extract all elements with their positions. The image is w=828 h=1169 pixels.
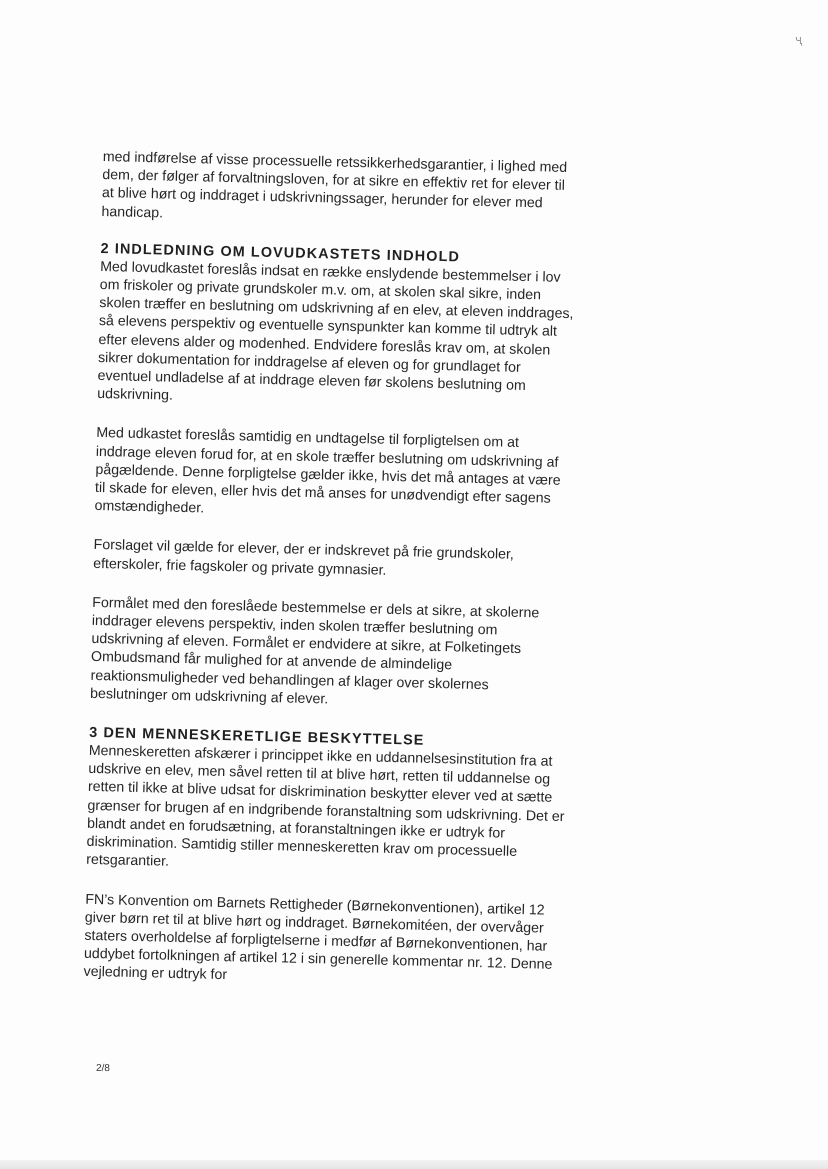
section-3-paragraph-1: Menneskeretten afskærer i princippet ikke en uddannelsesinstitution fra at udskrive en elev, men såvel retten til at blive hørt, retten til uddannelse og retten til ikke at blive udsat for diskrimination beskytter elever ved at sætte grænser for brugen af en indgribende foranstaltning som udskrivning. Det er blandt andet en forudsætning, at foranstaltningen ikke er udtryk for diskrimination. Samtidig stiller menneskeretten krav om processuelle retsgarantier. (86, 742, 565, 871)
section-2-heading: 2 INDLEDNING OM LOVUDKASTETS INDHOLD (100, 240, 461, 266)
section-2-paragraph-3: Forslaget vil gælde for elever, der er indskrevet på frie grundskoler, efterskoler, frie fagskoler og private gymnasier. (93, 537, 515, 579)
section-2-paragraph-4: Formålet med den foreslåede bestemmelse er dels at sikre, at skolerne inddrager elevens perspektiv, inden skolen træffer beslutning om udskrivning af eleven. Formålet er endvidere at sikre, at Folketingets Ombudsmand får mulighed for at anvende de almindelige reaktionsmuligheder ved behandlingen af klager over skolernes beslutninger om udskrivning af elever. (89, 594, 540, 708)
section-2-paragraph-2: Med udkastet foreslås samtidig en undtagelse til forpligtelsen om at inddrage eleven forud for, at en skole træffer beslutning om udskrivning af pågældende. Denne forpligtelse gælder ikke, hvis det må antages at være til skade for eleven, eller hvis det må anses for unødvendigt efter sagens omstændigheder. (94, 425, 561, 517)
section-2-paragraph-1: Med lovudkastet foreslås indsat en række enslydende bestemmelser i lov om friskoler og private grundskoler m.v. om, at skolen skal sikre, inden skolen træffer en beslutning om udskrivning af en elev, at eleven inddrages, så elevens perspektiv og eventuelle synspunkter kan komme til udtryk alt efter elevens alder og modenhed. Endvidere foreslås krav om, at skolen sikrer dokumentation for inddragelse af eleven og for grundlaget for eventuel undladelse af at inddrage eleven før skolens beslutning om udskrivning. (97, 258, 574, 404)
intro-paragraph: med indførelse af visse processuelle retssikkerhedsgarantier, i lighed med dem, der følger af forvaltningsloven, for at sikre en effektiv ret for elever til at blive hørt og inddraget i udskrivningssager, herunder for elever med handicap. (101, 148, 568, 222)
section-3-paragraph-2: FN’s Konvention om Barnets Rettigheder (Børnekonventionen), artikel 12 giver børn ret til at blive hørt og inddraget. Børnekomitéen, der overvåger staters overholdelse af forpligtelserne i medfør af Børnekonventionen, har uddybet fortolkningen af artikel 12 i sin generelle kommentar nr. 12. Denne vejledning er udtryk for (83, 891, 553, 984)
scan-edge (0, 1160, 828, 1169)
scan-corner-mark: ҷ (795, 33, 803, 47)
section-3-heading: 3 DEN MENNESKERETLIGE BESKYTTELSE (89, 724, 425, 749)
document-body (83, 148, 581, 1014)
page-number: 2/8 (95, 1062, 111, 1075)
